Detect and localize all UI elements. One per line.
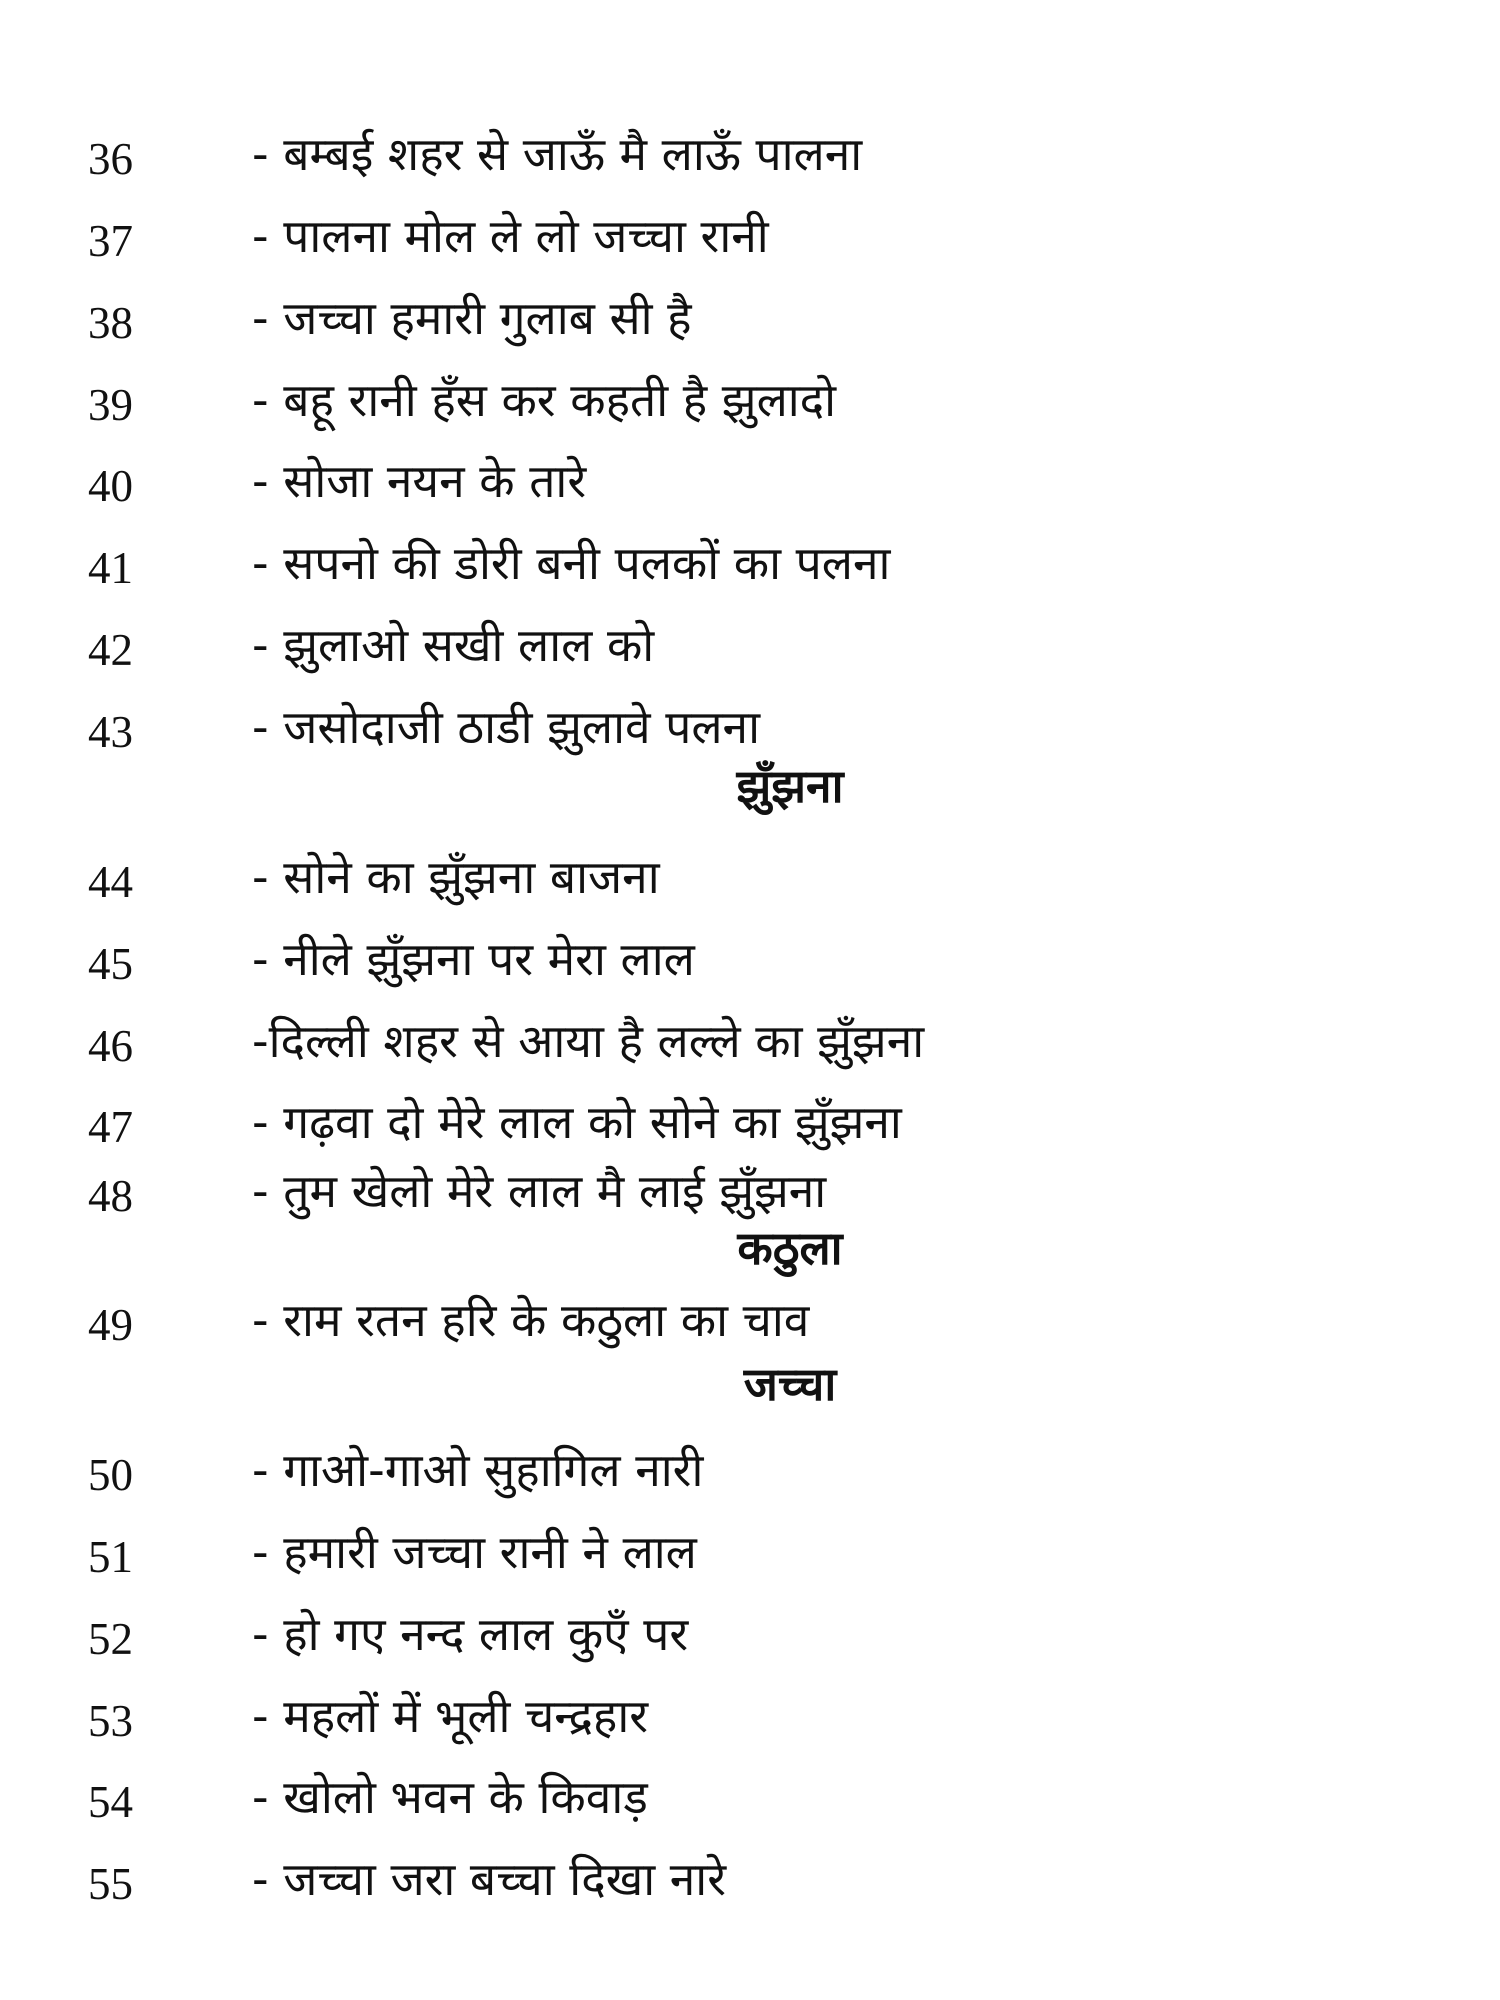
item-title: - गढ़वा दो मेरे लाल को सोने का झुँझना [252, 1095, 902, 1149]
item-number: 52 [88, 1614, 133, 1664]
item-title: - जसोदाजी ठाडी झुलावे पलना [252, 700, 760, 754]
item-number: 43 [88, 707, 133, 757]
item-number: 37 [88, 216, 133, 266]
list-item [0, 1682, 1500, 1752]
list-item [0, 120, 1500, 190]
list-item [0, 1763, 1500, 1833]
item-number: 41 [88, 543, 133, 593]
item-title: - खोलो भवन के किवाड़ [252, 1770, 648, 1824]
item-number: 36 [88, 134, 133, 184]
item-number: 48 [88, 1171, 133, 1221]
item-number: 49 [88, 1300, 133, 1350]
item-title: - बम्बई शहर से जाऊँ मै लाऊँ पालना [252, 127, 863, 181]
list-item [0, 447, 1500, 517]
item-title: - हमारी जच्चा रानी ने लाल [252, 1525, 697, 1579]
list-item [0, 1845, 1500, 1915]
item-number: 46 [88, 1021, 133, 1071]
list-item [0, 693, 1500, 763]
section-heading-jachcha: जच्चा [743, 1357, 837, 1411]
item-title: - जच्चा जरा बच्चा दिखा नारे [252, 1852, 727, 1906]
item-number: 51 [88, 1532, 133, 1582]
section-heading-jhunjhna: झुँझना [736, 759, 844, 813]
item-title: - गाओ-गाओ सुहागिल नारी [252, 1443, 704, 1497]
item-title: - जच्चा हमारी गुलाब सी है [252, 291, 692, 345]
list-item [0, 1600, 1500, 1670]
list-item [0, 611, 1500, 681]
list-item [0, 925, 1500, 995]
item-title: - महलों में भूली चन्द्रहार [252, 1689, 649, 1743]
item-title: - तुम खेलो मेरे लाल मै लाई झुँझना [252, 1164, 827, 1218]
item-title: - नीले झुँझना पर मेरा लाल [252, 932, 695, 986]
list-item [0, 1157, 1500, 1227]
list-item [0, 1007, 1500, 1077]
list-item [0, 284, 1500, 354]
item-number: 45 [88, 939, 133, 989]
item-title: - राम रतन हरि के कठुला का चाव [252, 1293, 810, 1347]
item-number: 40 [88, 461, 133, 511]
item-number: 50 [88, 1450, 133, 1500]
item-number: 53 [88, 1696, 133, 1746]
item-title: - पालना मोल ले लो जच्चा रानी [252, 209, 769, 263]
item-number: 44 [88, 857, 133, 907]
item-title: - बहू रानी हँस कर कहती है झुलादो [252, 373, 837, 427]
item-title: -दिल्ली शहर से आया है लल्ले का झुँझना [252, 1014, 925, 1068]
item-title: - हो गए नन्द लाल कुएँ पर [252, 1607, 689, 1661]
list-item [0, 1436, 1500, 1506]
item-title: - सोजा नयन के तारे [252, 454, 587, 508]
item-number: 42 [88, 625, 133, 675]
list-item [0, 1088, 1500, 1158]
item-number: 38 [88, 298, 133, 348]
item-title: - सोने का झुँझना बाजना [252, 850, 660, 904]
list-item [0, 843, 1500, 913]
item-number: 47 [88, 1102, 133, 1152]
list-item [0, 1518, 1500, 1588]
section-heading-kathula: कठुला [737, 1221, 843, 1275]
item-number: 54 [88, 1777, 133, 1827]
list-item [0, 529, 1500, 599]
item-title: - झुलाओ सखी लाल को [252, 618, 655, 672]
list-item [0, 1286, 1500, 1356]
list-item [0, 366, 1500, 436]
item-number: 55 [88, 1859, 133, 1909]
item-title: - सपनो की डोरी बनी पलकों का पलना [252, 536, 891, 590]
item-number: 39 [88, 380, 133, 430]
list-item [0, 202, 1500, 272]
